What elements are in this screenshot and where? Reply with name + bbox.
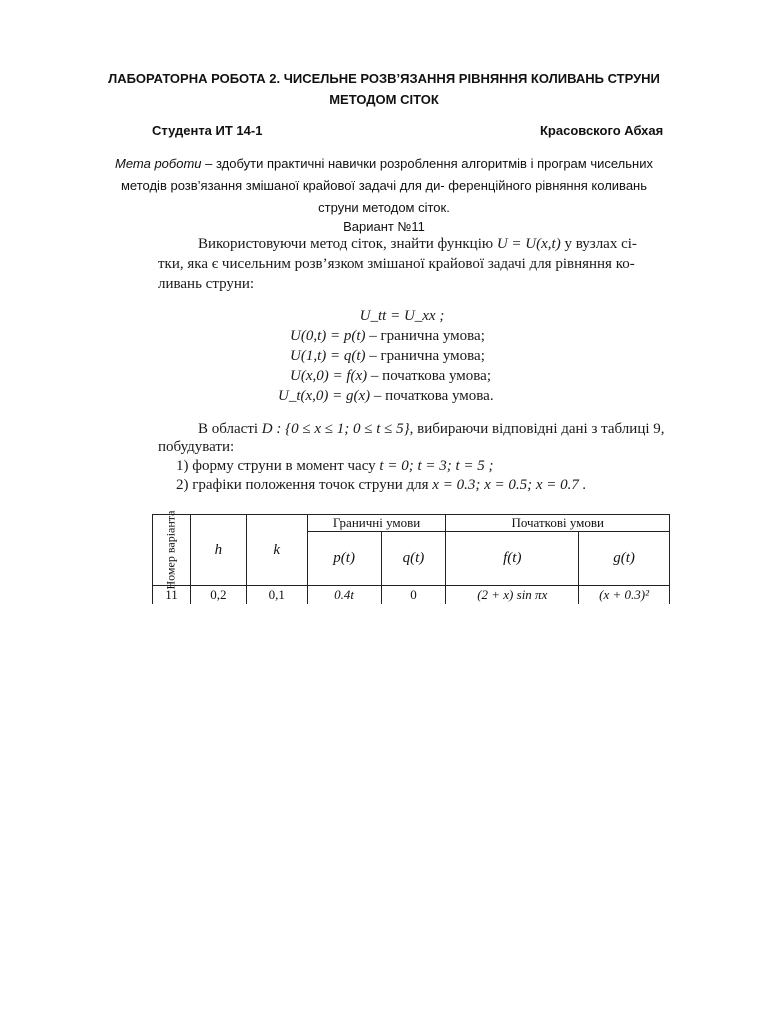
variant-label: Вариант №11: [343, 219, 425, 234]
header-initial-conditions: Початкові умови: [446, 515, 670, 532]
header-f: f(t): [446, 532, 579, 586]
goal-text-2: методів розв’язання змішаної крайової задачі для ди- ференційного рівняння коливань: [120, 178, 647, 193]
task-line-2: тки, яка є чисельним розв’язком змішаної крайової задачі для рівняння ко-: [158, 256, 635, 272]
list-item: 1) форму струни в момент часу t = 0; t = 3; t = 5 ;: [176, 458, 494, 474]
task-line-1-post: у вузлах сі-: [564, 236, 637, 252]
student-group: Студента ИТ 14-1: [152, 123, 263, 138]
region-pre: В області: [198, 421, 259, 437]
cell-variant: 11: [153, 586, 191, 605]
equation-initial-position: U(x,0) = f(x) – початкова умова;: [290, 368, 492, 384]
equation-initial-velocity: U_t(x,0) = g(x) – початкова умова.: [278, 388, 494, 404]
header-k: k: [246, 515, 307, 586]
header-q: q(t): [381, 532, 446, 586]
header-h: h: [190, 515, 246, 586]
cell-h: 0,2: [190, 586, 246, 605]
header-p: p(t): [307, 532, 381, 586]
goal-paragraph: [100, 153, 668, 219]
cell-g: (x + 0.3)²: [579, 586, 670, 605]
region-formula: D : {0 ≤ x ≤ 1; 0 ≤ t ≤ 5}: [261, 421, 410, 437]
equation-block: [278, 306, 550, 406]
task-line-3: ливань струни:: [158, 276, 255, 292]
region-paragraph: [158, 420, 670, 456]
variant-table: [152, 510, 670, 604]
header-variant: Номер варіанта: [153, 515, 191, 586]
goal-label: Мета роботи: [115, 156, 202, 171]
cell-p: 0.4t: [307, 586, 381, 605]
cell-k: 0,1: [246, 586, 307, 605]
title-line-2: МЕТОДОМ СІТОК: [329, 92, 439, 107]
goal-text-3: струни методом сіток.: [318, 200, 450, 215]
task-paragraph: [158, 234, 670, 294]
table-row: [153, 586, 670, 605]
header-g: g(t): [579, 532, 670, 586]
task-formula: U = U(x,t): [496, 236, 561, 252]
title-line-1: ЛАБОРАТОРНА РОБОТА 2. ЧИСЕЛЬНЕ РОЗВ’ЯЗАННЯ РІВНЯННЯ КОЛИВАНЬ СТРУНИ: [108, 71, 660, 86]
cell-f: (2 + x) sin πx: [446, 586, 579, 605]
goal-text-1: – здобути практичні навички розроблення алгоритмів і програм чисельних: [201, 156, 653, 171]
region-line-2: побудувати:: [158, 439, 235, 455]
list-item: 2) графіки положення точок струни для x = 0.3; x = 0.5; x = 0.7 .: [176, 477, 587, 493]
page-title: [100, 68, 668, 110]
cell-q: 0: [381, 586, 446, 605]
equation-wave: U_tt = U_xx ;: [359, 308, 445, 324]
task-line-1-pre: Використовуючи метод сіток, знайти функцію: [198, 236, 494, 252]
task-list: [176, 457, 586, 495]
equation-boundary-left: U(0,t) = p(t) – гранична умова;: [290, 328, 485, 344]
student-name: Красовского Абхая: [540, 123, 664, 138]
equation-boundary-right: U(1,t) = q(t) – гранична умова;: [290, 348, 485, 364]
region-post: , вибираючи відповідні дані з таблиці 9,: [409, 421, 665, 437]
header-boundary-conditions: Граничні умови: [307, 515, 446, 532]
